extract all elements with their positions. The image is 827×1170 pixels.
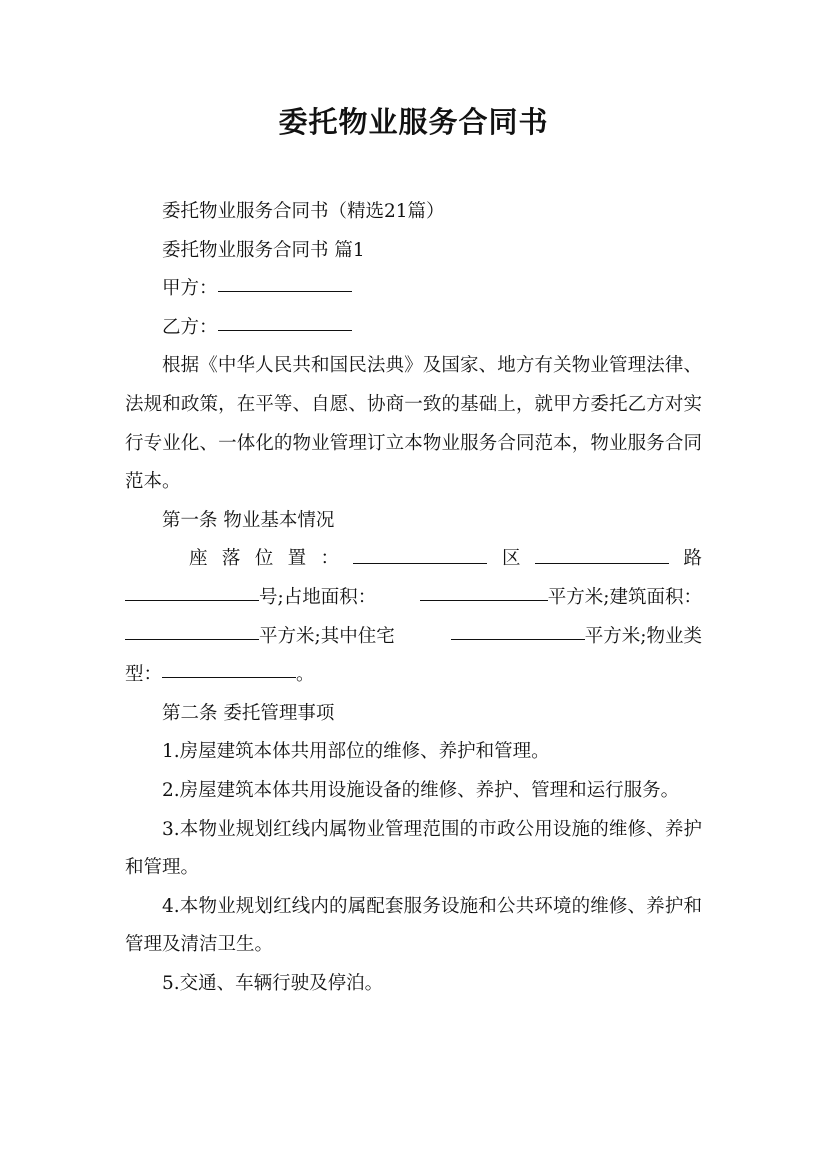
section-heading: 委托物业服务合同书 篇1 — [162, 239, 365, 261]
residential-area-blank — [451, 638, 585, 640]
party-b-label: 乙方： — [162, 316, 218, 338]
article1-line-3 — [125, 618, 702, 657]
land-area-blank — [420, 599, 548, 601]
road-label: 路 — [683, 548, 702, 570]
article1-end: 。 — [296, 664, 315, 686]
document-title: 委托物业服务合同书 — [278, 105, 549, 139]
location-blank-1 — [353, 562, 487, 564]
location-label-char: 座 — [189, 548, 208, 570]
list-item-5: 5.交通、车辆行驶及停泊。 — [162, 972, 384, 994]
subtitle: 委托物业服务合同书（精选21篇） — [162, 201, 445, 222]
number-blank — [125, 599, 259, 601]
property-type-label: 型： — [125, 664, 163, 686]
list-item-2: 2.房屋建筑本体共用设施设备的维修、养护、管理和运行服务。 — [162, 779, 680, 801]
location-label-char: ： — [320, 548, 339, 570]
party-a-line — [125, 270, 702, 309]
document-body — [125, 193, 702, 1003]
property-type-blank — [162, 676, 296, 678]
location-label-char: 置 — [287, 548, 307, 570]
article1-line-4 — [125, 656, 702, 695]
location-label-char: 落 — [221, 548, 241, 570]
residential-area-label: 平方米;物业类 — [584, 625, 702, 647]
party-a-blank — [218, 290, 352, 292]
location-label-char: 位 — [254, 548, 274, 570]
article2-heading: 第二条 委托管理事项 — [162, 702, 335, 724]
building-area-label: 平方米;其中住宅 — [259, 625, 395, 647]
location-blank-2 — [535, 562, 669, 564]
preamble-paragraph: 根据《中华人民共和国民法典》及国家、地方有关物业管理法律、法规和政策，在平等、自愿、协商一致的基础上，就甲方委托乙方对实行专业化、一体化的物业管理订立本物业服务合同范本，物业服务合同范本。 — [125, 355, 702, 493]
party-a-label: 甲方： — [162, 278, 218, 300]
party-b-blank — [218, 329, 352, 331]
list-item-3: 3.本物业规划红线内属物业管理范围的市政公用设施的维修、养护和管理。 — [125, 818, 702, 879]
article1-line-2 — [125, 579, 702, 618]
building-area-blank — [125, 638, 259, 640]
list-item-1: 1.房屋建筑本体共用部位的维修、养护和管理。 — [162, 741, 550, 763]
number-label: 号;占地面积： — [259, 586, 377, 608]
land-area-label: 平方米;建筑面积： — [547, 586, 702, 608]
location-label — [189, 540, 339, 579]
list-item-4: 4.本物业规划红线内的属配套服务设施和公共环境的维修、养护和管理及清洁卫生。 — [125, 895, 702, 956]
article1-heading: 第一条 物业基本情况 — [162, 509, 335, 531]
district-label: 区 — [501, 548, 521, 570]
article1-line-1 — [125, 540, 702, 579]
party-b-line — [125, 309, 702, 348]
